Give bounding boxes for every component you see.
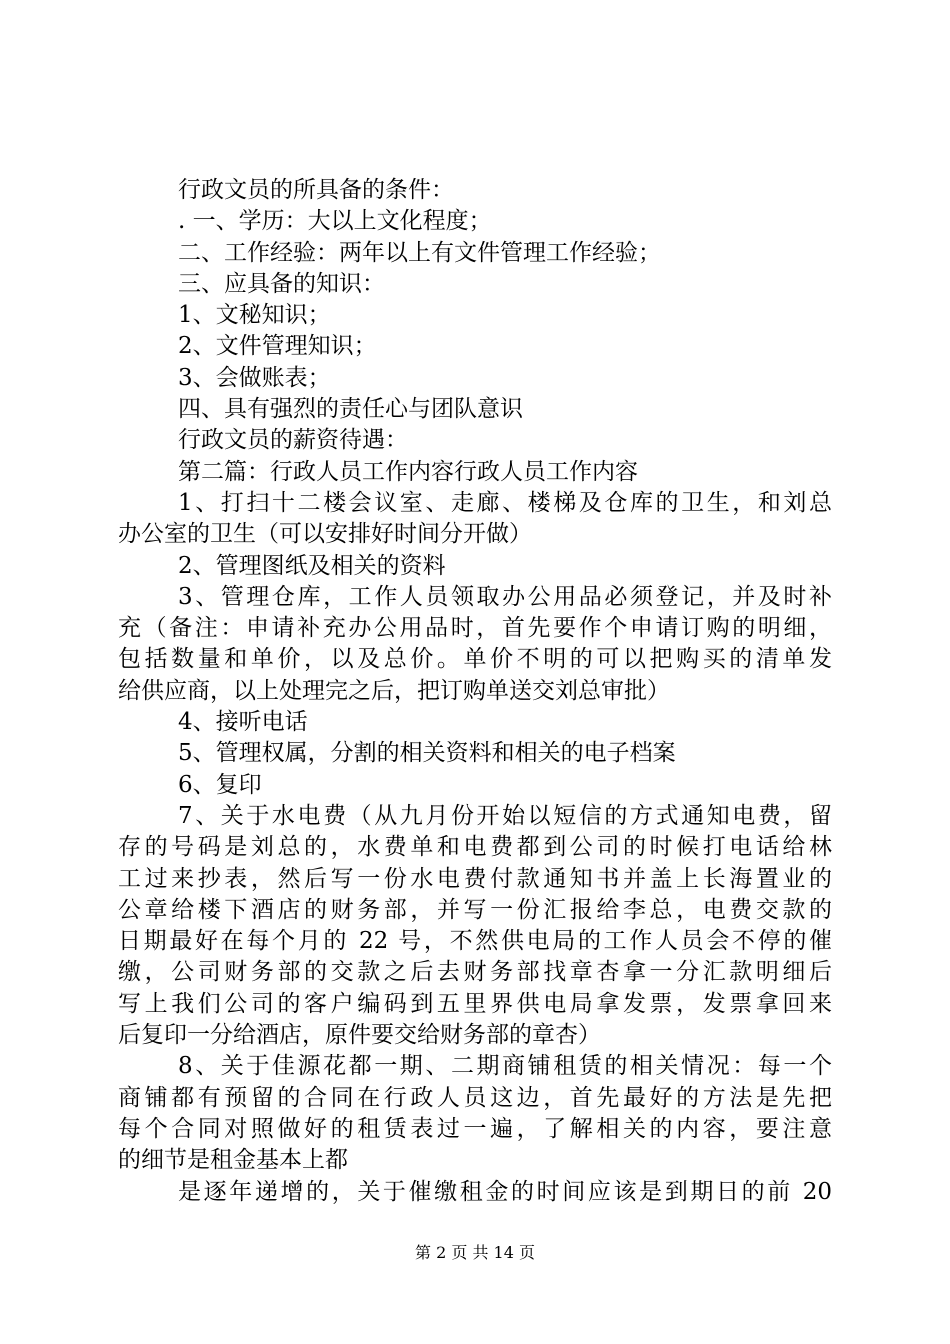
text-line: 2、文件管理知识； [178, 333, 377, 360]
text-line: 3、会做账表； [178, 364, 331, 391]
text-line: 1、文秘知识； [178, 302, 331, 329]
text-line: 行政文员的所具备的条件： [178, 177, 454, 203]
text-line: 行政文员的薪资待遇： [178, 427, 408, 454]
text-line: 充（备注：申请补充办公用品时，首先要作个申请订购的明细， [118, 615, 832, 642]
text-line: 写上我们公司的客户编码到五里界供电局拿发票，发票拿回来 [118, 990, 832, 1017]
text-line: 工过来抄表，然后写一份水电费付款通知书并盖上长海置业的 [118, 865, 832, 892]
text-line: 办公室的卫生（可以安排好时间分开做） [118, 521, 532, 548]
text-line: 四、具有强烈的责任心与团队意识 [178, 396, 523, 423]
text-line: 的细节是租金基本上都 [118, 1147, 348, 1174]
document-body [118, 175, 832, 1208]
text-line: 包括数量和单价，以及总价。单价不明的可以把购买的清单发 [118, 646, 832, 673]
text-line: 1、打扫十二楼会议室、走廊、楼梯及仓库的卫生，和刘总 [178, 489, 832, 516]
text-line: 二、工作经验：两年以上有文件管理工作经验； [178, 239, 661, 266]
text-line: 6、复印 [178, 771, 262, 798]
text-line: 后复印一分给酒店，原件要交给财务部的章杏） [118, 1022, 601, 1049]
text-line: 日期最好在每个月的 22 号，不然供电局的工作人员会不停的催 [118, 928, 832, 955]
text-line: 是逐年递增的，关于催缴租金的时间应该是到期日的前 20 [178, 1178, 832, 1205]
text-line: . 一、学历：大以上文化程度； [178, 208, 492, 235]
text-line: 3、管理仓库，工作人员领取办公用品必须登记，并及时补 [178, 583, 832, 610]
text-line: 2、管理图纸及相关的资料 [178, 552, 446, 579]
text-line: 缴，公司财务部的交款之后去财务部找章杏拿一分汇款明细后 [118, 959, 832, 986]
text-line: 公章给楼下酒店的财务部，并写一份汇报给李总，电费交款的 [118, 896, 832, 923]
text-line: 三、应具备的知识： [178, 270, 385, 297]
text-line: 5、管理权属，分割的相关资料和相关的电子档案 [178, 740, 676, 767]
text-line: 商铺都有预留的合同在行政人员这边，首先最好的方法是先把 [118, 1084, 832, 1111]
text-line: 第二篇：行政人员工作内容行政人员工作内容 [178, 458, 638, 485]
text-line: 给供应商，以上处理完之后，把订购单送交刘总审批） [118, 677, 670, 704]
text-line: 8、关于佳源花都一期、二期商铺租赁的相关情况：每一个 [178, 1053, 832, 1080]
text-line: 存的号码是刘总的，水费单和电费都到公司的时候打电话给林 [118, 834, 832, 861]
page-footer: 第 2 页 共 14 页 [415, 1243, 535, 1262]
text-line: 7、关于水电费（从九月份开始以短信的方式通知电费，留 [178, 802, 832, 829]
text-line: 4、接听电话 [178, 709, 308, 736]
text-line: 每个合同对照做好的租赁表过一遍，了解相关的内容，要注意 [118, 1115, 832, 1142]
